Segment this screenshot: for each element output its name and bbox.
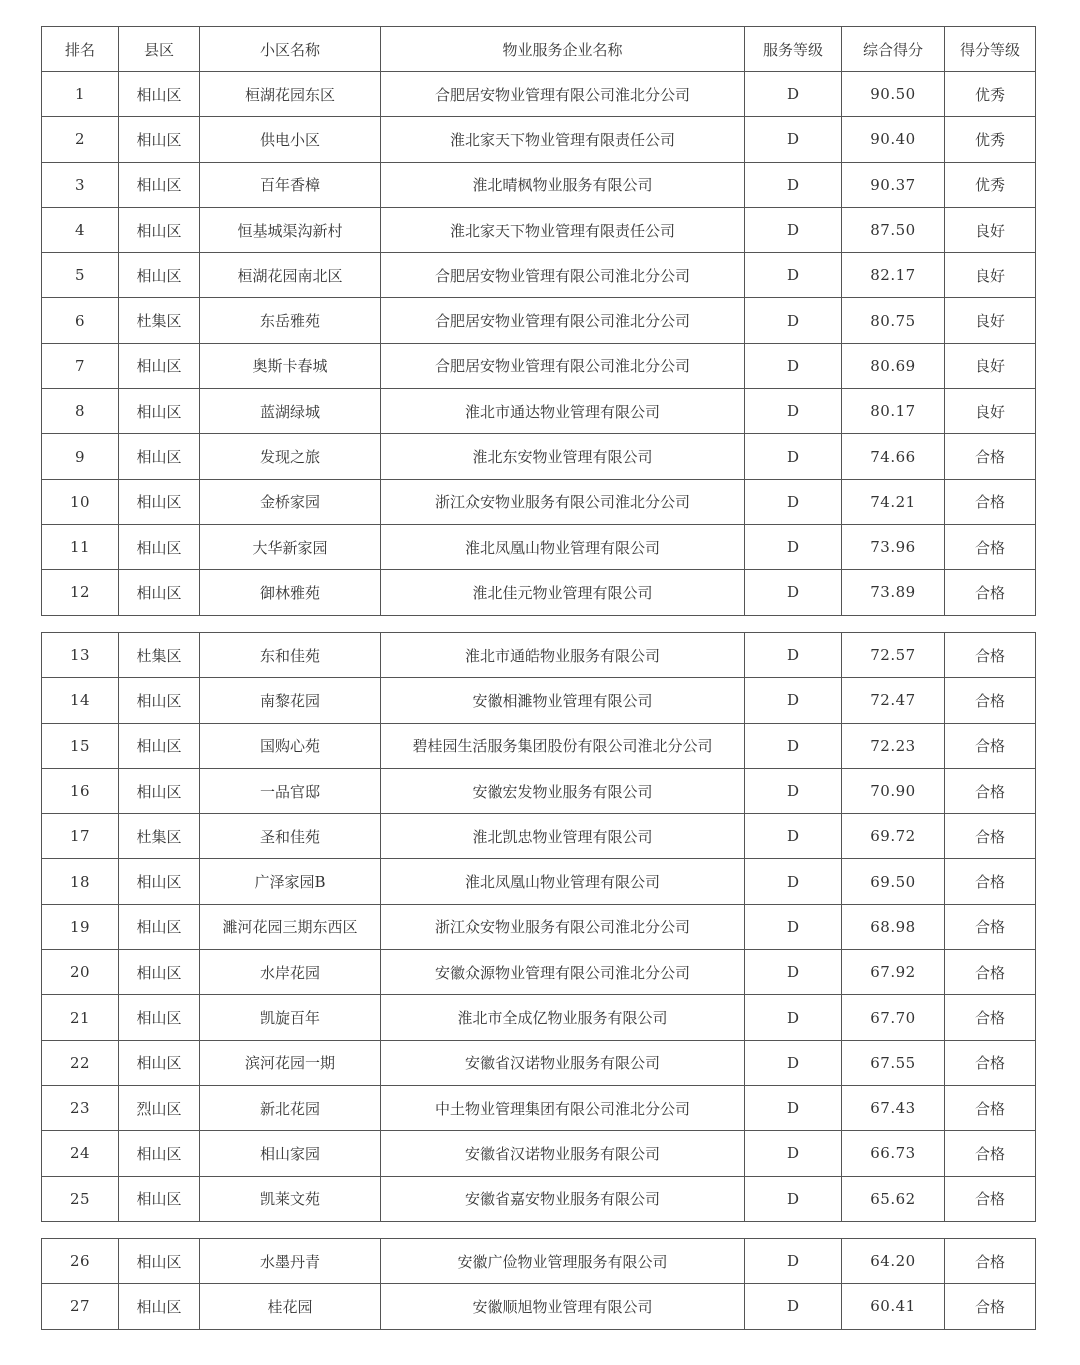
district-cell: 杜集区 — [119, 633, 200, 678]
service-level-cell: D — [745, 1284, 842, 1329]
total-score-cell: 73.96 — [842, 524, 945, 569]
table-row — [42, 678, 1036, 723]
rank-cell: 17 — [42, 814, 119, 859]
company-name-cell: 淮北佳元物业管理有限公司 — [381, 570, 745, 615]
district-cell: 相山区 — [119, 1239, 200, 1284]
service-level-cell: D — [745, 1131, 842, 1176]
district-cell: 相山区 — [119, 1284, 200, 1329]
district-cell: 相山区 — [119, 343, 200, 388]
table-row — [42, 389, 1036, 434]
rank-cell: 3 — [42, 162, 119, 207]
table-row — [42, 633, 1036, 678]
score-grade-cell: 合格 — [945, 633, 1036, 678]
service-level-cell: D — [745, 117, 842, 162]
rank-cell: 2 — [42, 117, 119, 162]
community-name-cell: 桓湖花园东区 — [200, 72, 381, 117]
rank-cell: 19 — [42, 904, 119, 949]
rank-cell: 20 — [42, 950, 119, 995]
district-cell: 相山区 — [119, 1176, 200, 1221]
company-name-cell: 淮北家天下物业管理有限责任公司 — [381, 117, 745, 162]
service-level-cell: D — [745, 389, 842, 434]
total-score-cell: 87.50 — [842, 207, 945, 252]
total-score-cell: 90.40 — [842, 117, 945, 162]
total-score-cell: 74.66 — [842, 434, 945, 479]
score-grade-cell: 合格 — [945, 678, 1036, 723]
score-grade-cell: 合格 — [945, 995, 1036, 1040]
district-cell: 相山区 — [119, 117, 200, 162]
community-name-cell: 发现之旅 — [200, 434, 381, 479]
table-row — [42, 950, 1036, 995]
service-level-cell: D — [745, 72, 842, 117]
table-row — [42, 343, 1036, 388]
company-name-cell: 中土物业管理集团有限公司淮北分公司 — [381, 1085, 745, 1130]
district-cell: 相山区 — [119, 434, 200, 479]
header-district: 县区 — [119, 27, 200, 72]
rank-cell: 10 — [42, 479, 119, 524]
total-score-cell: 66.73 — [842, 1131, 945, 1176]
ranking-table-part-2 — [41, 632, 1036, 1222]
service-level-cell: D — [745, 1239, 842, 1284]
district-cell: 相山区 — [119, 389, 200, 434]
total-score-cell: 74.21 — [842, 479, 945, 524]
total-score-cell: 82.17 — [842, 253, 945, 298]
rank-cell: 21 — [42, 995, 119, 1040]
score-grade-cell: 优秀 — [945, 72, 1036, 117]
service-level-cell: D — [745, 1176, 842, 1221]
rank-cell: 12 — [42, 570, 119, 615]
score-grade-cell: 合格 — [945, 1131, 1036, 1176]
rank-cell: 9 — [42, 434, 119, 479]
community-name-cell: 新北花园 — [200, 1085, 381, 1130]
service-level-cell: D — [745, 859, 842, 904]
table-row — [42, 1176, 1036, 1221]
company-name-cell: 淮北凤凰山物业管理有限公司 — [381, 859, 745, 904]
score-grade-cell: 合格 — [945, 570, 1036, 615]
rank-cell: 26 — [42, 1239, 119, 1284]
company-name-cell: 合肥居安物业管理有限公司淮北分公司 — [381, 253, 745, 298]
community-name-cell: 水墨丹青 — [200, 1239, 381, 1284]
table-row — [42, 723, 1036, 768]
total-score-cell: 80.75 — [842, 298, 945, 343]
company-name-cell: 合肥居安物业管理有限公司淮北分公司 — [381, 343, 745, 388]
total-score-cell: 90.50 — [842, 72, 945, 117]
community-name-cell: 御林雅苑 — [200, 570, 381, 615]
score-grade-cell: 合格 — [945, 524, 1036, 569]
community-name-cell: 水岸花园 — [200, 950, 381, 995]
table-row — [42, 162, 1036, 207]
service-level-cell: D — [745, 814, 842, 859]
company-name-cell: 淮北凯忠物业管理有限公司 — [381, 814, 745, 859]
district-cell: 相山区 — [119, 162, 200, 207]
header-rank: 排名 — [42, 27, 119, 72]
table-row — [42, 434, 1036, 479]
rank-cell: 25 — [42, 1176, 119, 1221]
district-cell: 相山区 — [119, 859, 200, 904]
rank-cell: 1 — [42, 72, 119, 117]
company-name-cell: 合肥居安物业管理有限公司淮北分公司 — [381, 298, 745, 343]
community-name-cell: 百年香樟 — [200, 162, 381, 207]
community-name-cell: 濉河花园三期东西区 — [200, 904, 381, 949]
company-name-cell: 安徽省汉诺物业服务有限公司 — [381, 1040, 745, 1085]
district-cell: 相山区 — [119, 768, 200, 813]
header-company-name: 物业服务企业名称 — [381, 27, 745, 72]
rank-cell: 6 — [42, 298, 119, 343]
total-score-cell: 65.62 — [842, 1176, 945, 1221]
score-grade-cell: 优秀 — [945, 162, 1036, 207]
district-cell: 相山区 — [119, 72, 200, 117]
community-name-cell: 桓湖花园南北区 — [200, 253, 381, 298]
company-name-cell: 安徽顺旭物业管理有限公司 — [381, 1284, 745, 1329]
header-service-level: 服务等级 — [745, 27, 842, 72]
company-name-cell: 安徽省汉诺物业服务有限公司 — [381, 1131, 745, 1176]
score-grade-cell: 合格 — [945, 434, 1036, 479]
district-cell: 相山区 — [119, 524, 200, 569]
score-grade-cell: 良好 — [945, 389, 1036, 434]
company-name-cell: 安徽广俭物业管理服务有限公司 — [381, 1239, 745, 1284]
company-name-cell: 安徽省嘉安物业服务有限公司 — [381, 1176, 745, 1221]
district-cell: 相山区 — [119, 1131, 200, 1176]
company-name-cell: 淮北东安物业管理有限公司 — [381, 434, 745, 479]
service-level-cell: D — [745, 1085, 842, 1130]
service-level-cell: D — [745, 768, 842, 813]
ranking-table-part-1 — [41, 26, 1036, 616]
total-score-cell: 64.20 — [842, 1239, 945, 1284]
table-row — [42, 1085, 1036, 1130]
district-cell: 相山区 — [119, 950, 200, 995]
header-score-grade: 得分等级 — [945, 27, 1036, 72]
community-name-cell: 南黎花园 — [200, 678, 381, 723]
total-score-cell: 80.17 — [842, 389, 945, 434]
district-cell: 烈山区 — [119, 1085, 200, 1130]
total-score-cell: 68.98 — [842, 904, 945, 949]
table-row — [42, 1239, 1036, 1284]
header-community-name: 小区名称 — [200, 27, 381, 72]
service-level-cell: D — [745, 253, 842, 298]
company-name-cell: 浙江众安物业服务有限公司淮北分公司 — [381, 479, 745, 524]
company-name-cell: 合肥居安物业管理有限公司淮北分公司 — [381, 72, 745, 117]
score-grade-cell: 合格 — [945, 1040, 1036, 1085]
company-name-cell: 淮北市全成亿物业服务有限公司 — [381, 995, 745, 1040]
total-score-cell: 70.90 — [842, 768, 945, 813]
district-cell: 相山区 — [119, 904, 200, 949]
table-row — [42, 768, 1036, 813]
score-grade-cell: 良好 — [945, 298, 1036, 343]
service-level-cell: D — [745, 995, 842, 1040]
table-row — [42, 207, 1036, 252]
rank-cell: 14 — [42, 678, 119, 723]
community-name-cell: 桂花园 — [200, 1284, 381, 1329]
table-row — [42, 995, 1036, 1040]
rank-cell: 16 — [42, 768, 119, 813]
score-grade-cell: 良好 — [945, 253, 1036, 298]
rank-cell: 27 — [42, 1284, 119, 1329]
score-grade-cell: 合格 — [945, 904, 1036, 949]
score-grade-cell: 合格 — [945, 723, 1036, 768]
district-cell: 杜集区 — [119, 814, 200, 859]
service-level-cell: D — [745, 479, 842, 524]
service-level-cell: D — [745, 904, 842, 949]
score-grade-cell: 良好 — [945, 343, 1036, 388]
table-row — [42, 570, 1036, 615]
total-score-cell: 90.37 — [842, 162, 945, 207]
company-name-cell: 安徽众源物业管理有限公司淮北分公司 — [381, 950, 745, 995]
community-name-cell: 广泽家园B — [200, 859, 381, 904]
total-score-cell: 69.50 — [842, 859, 945, 904]
service-level-cell: D — [745, 1040, 842, 1085]
community-name-cell: 凯莱文苑 — [200, 1176, 381, 1221]
district-cell: 相山区 — [119, 479, 200, 524]
district-cell: 相山区 — [119, 723, 200, 768]
table-row — [42, 117, 1036, 162]
ranking-table-part-3 — [41, 1238, 1036, 1330]
community-name-cell: 凯旋百年 — [200, 995, 381, 1040]
district-cell: 杜集区 — [119, 298, 200, 343]
table-row — [42, 72, 1036, 117]
rank-cell: 22 — [42, 1040, 119, 1085]
header-total-score: 综合得分 — [842, 27, 945, 72]
rank-cell: 15 — [42, 723, 119, 768]
table-row — [42, 298, 1036, 343]
table-row — [42, 814, 1036, 859]
score-grade-cell: 合格 — [945, 1176, 1036, 1221]
company-name-cell: 淮北市通达物业管理有限公司 — [381, 389, 745, 434]
company-name-cell: 淮北凤凰山物业管理有限公司 — [381, 524, 745, 569]
total-score-cell: 72.47 — [842, 678, 945, 723]
community-name-cell: 东和佳苑 — [200, 633, 381, 678]
district-cell: 相山区 — [119, 570, 200, 615]
rank-cell: 18 — [42, 859, 119, 904]
table-row — [42, 1284, 1036, 1329]
total-score-cell: 60.41 — [842, 1284, 945, 1329]
service-level-cell: D — [745, 207, 842, 252]
score-grade-cell: 合格 — [945, 950, 1036, 995]
company-name-cell: 浙江众安物业服务有限公司淮北分公司 — [381, 904, 745, 949]
total-score-cell: 80.69 — [842, 343, 945, 388]
community-name-cell: 一品官邸 — [200, 768, 381, 813]
table-header-row — [42, 27, 1036, 72]
total-score-cell: 67.43 — [842, 1085, 945, 1130]
community-name-cell: 圣和佳苑 — [200, 814, 381, 859]
rank-cell: 23 — [42, 1085, 119, 1130]
table-row — [42, 253, 1036, 298]
rank-cell: 8 — [42, 389, 119, 434]
community-name-cell: 蓝湖绿城 — [200, 389, 381, 434]
company-name-cell: 淮北家天下物业管理有限责任公司 — [381, 207, 745, 252]
company-name-cell: 安徽宏发物业服务有限公司 — [381, 768, 745, 813]
community-name-cell: 金桥家园 — [200, 479, 381, 524]
district-cell: 相山区 — [119, 207, 200, 252]
company-name-cell: 淮北晴枫物业服务有限公司 — [381, 162, 745, 207]
district-cell: 相山区 — [119, 995, 200, 1040]
score-grade-cell: 合格 — [945, 1085, 1036, 1130]
total-score-cell: 67.70 — [842, 995, 945, 1040]
table-row — [42, 904, 1036, 949]
service-level-cell: D — [745, 633, 842, 678]
table-row — [42, 1040, 1036, 1085]
rank-cell: 4 — [42, 207, 119, 252]
total-score-cell: 72.23 — [842, 723, 945, 768]
rank-cell: 5 — [42, 253, 119, 298]
total-score-cell: 67.55 — [842, 1040, 945, 1085]
score-grade-cell: 合格 — [945, 814, 1036, 859]
district-cell: 相山区 — [119, 1040, 200, 1085]
service-level-cell: D — [745, 950, 842, 995]
service-level-cell: D — [745, 524, 842, 569]
score-grade-cell: 合格 — [945, 1239, 1036, 1284]
rank-cell: 7 — [42, 343, 119, 388]
community-name-cell: 供电小区 — [200, 117, 381, 162]
total-score-cell: 73.89 — [842, 570, 945, 615]
community-name-cell: 恒基城渠沟新村 — [200, 207, 381, 252]
company-name-cell: 碧桂园生活服务集团股份有限公司淮北分公司 — [381, 723, 745, 768]
total-score-cell: 69.72 — [842, 814, 945, 859]
score-grade-cell: 优秀 — [945, 117, 1036, 162]
rank-cell: 24 — [42, 1131, 119, 1176]
rank-cell: 11 — [42, 524, 119, 569]
district-cell: 相山区 — [119, 678, 200, 723]
table-row — [42, 524, 1036, 569]
company-name-cell: 安徽相濉物业管理有限公司 — [381, 678, 745, 723]
table-row — [42, 859, 1036, 904]
community-name-cell: 滨河花园一期 — [200, 1040, 381, 1085]
score-grade-cell: 合格 — [945, 768, 1036, 813]
total-score-cell: 67.92 — [842, 950, 945, 995]
score-grade-cell: 合格 — [945, 479, 1036, 524]
score-grade-cell: 合格 — [945, 859, 1036, 904]
table-row — [42, 1131, 1036, 1176]
service-level-cell: D — [745, 678, 842, 723]
service-level-cell: D — [745, 723, 842, 768]
total-score-cell: 72.57 — [842, 633, 945, 678]
table-row — [42, 479, 1036, 524]
service-level-cell: D — [745, 298, 842, 343]
service-level-cell: D — [745, 162, 842, 207]
score-grade-cell: 良好 — [945, 207, 1036, 252]
community-name-cell: 相山家园 — [200, 1131, 381, 1176]
service-level-cell: D — [745, 434, 842, 479]
community-name-cell: 奥斯卡春城 — [200, 343, 381, 388]
district-cell: 相山区 — [119, 253, 200, 298]
community-name-cell: 国购心苑 — [200, 723, 381, 768]
company-name-cell: 淮北市通皓物业服务有限公司 — [381, 633, 745, 678]
rank-cell: 13 — [42, 633, 119, 678]
service-level-cell: D — [745, 570, 842, 615]
community-name-cell: 东岳雅苑 — [200, 298, 381, 343]
community-name-cell: 大华新家园 — [200, 524, 381, 569]
score-grade-cell: 合格 — [945, 1284, 1036, 1329]
service-level-cell: D — [745, 343, 842, 388]
